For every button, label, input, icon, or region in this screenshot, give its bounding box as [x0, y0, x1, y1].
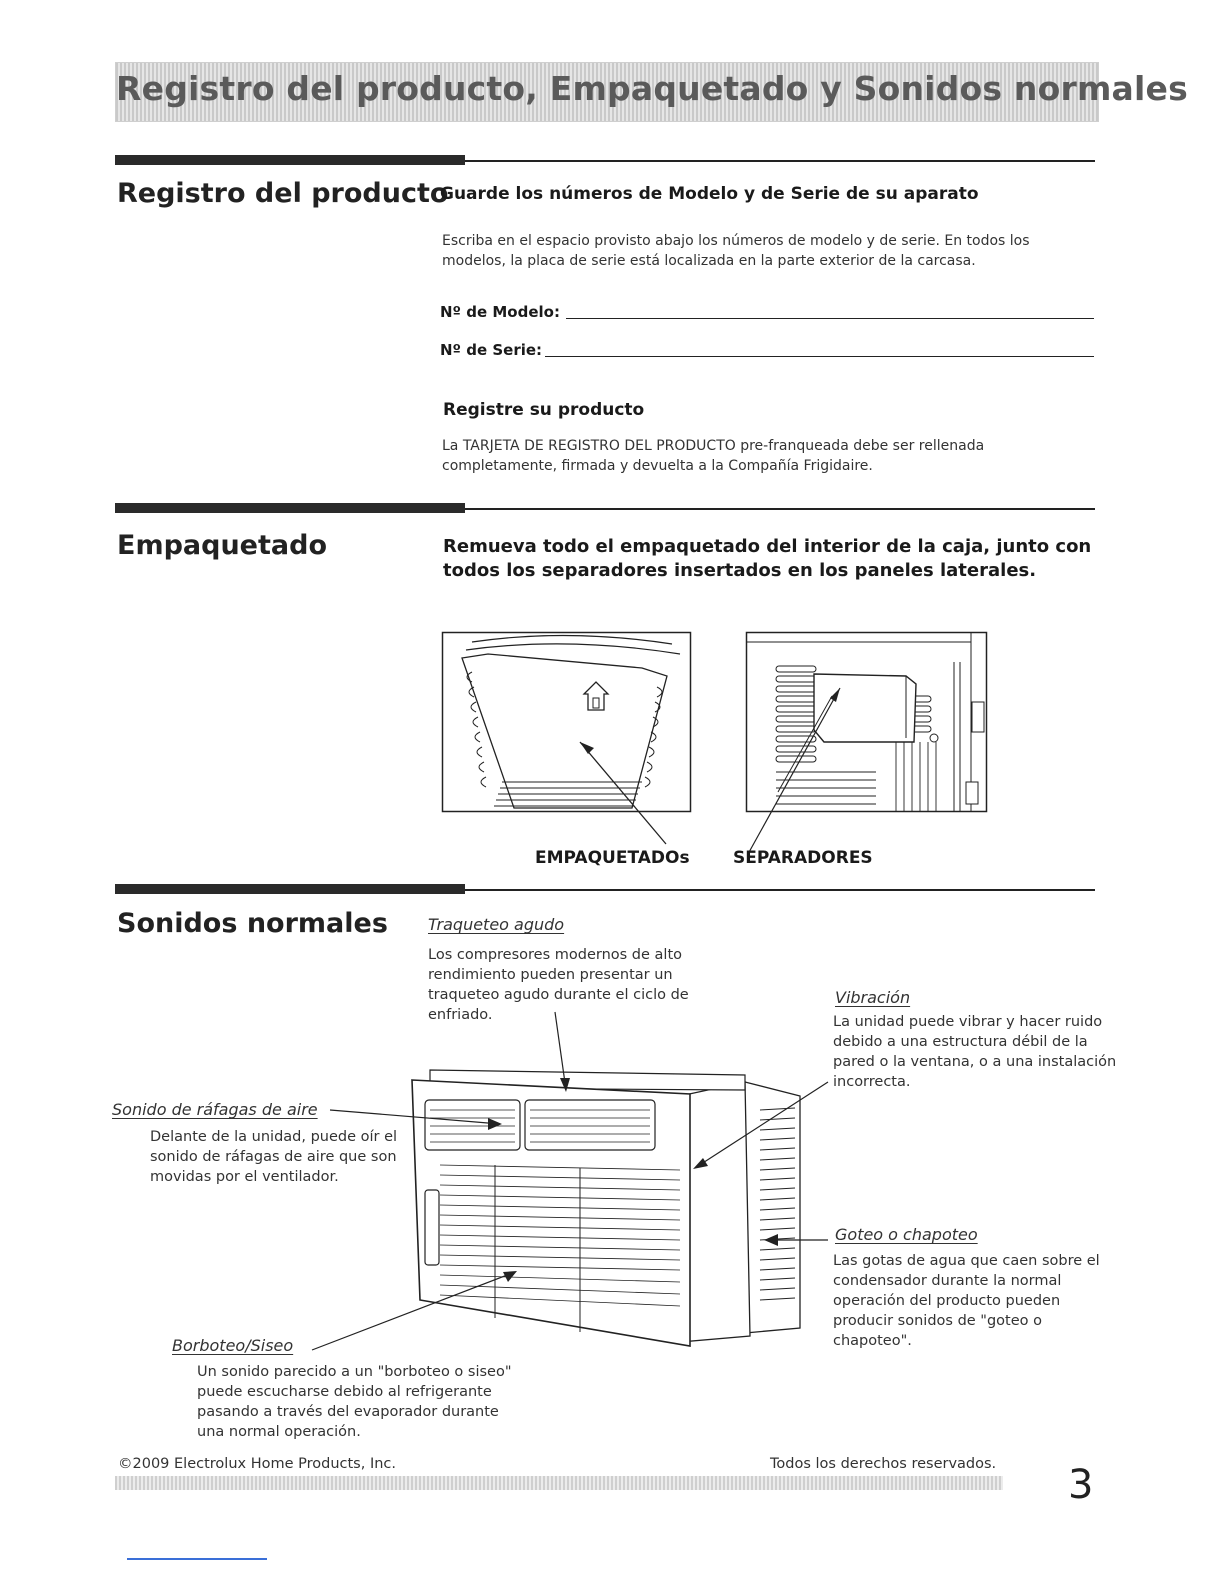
- borboteo-title: Borboteo/Siseo: [172, 1336, 294, 1355]
- footer-bar: [115, 1476, 1003, 1490]
- model-number-label: Nº de Modelo:: [440, 303, 560, 321]
- rafagas-title: Sonido de ráfagas de aire: [112, 1100, 318, 1119]
- rights-reserved: Todos los derechos reservados.: [770, 1456, 997, 1472]
- traqueteo-title: Traqueteo agudo: [428, 915, 565, 934]
- section-title-empaquetado: Empaquetado: [117, 530, 327, 561]
- register-body: La TARJETA DE REGISTRO DEL PRODUCTO pre-franqueada debe ser rellenada completamente, firmada y devuelta a la Compañía Frigidaire.: [442, 438, 985, 474]
- copyright: ©2009 Electrolux Home Products, Inc.: [118, 1456, 397, 1472]
- page-number: 3: [1068, 1462, 1094, 1508]
- section-title-sonidos: Sonidos normales: [117, 908, 388, 939]
- section-title-registro: Registro del producto: [117, 178, 449, 209]
- page-title: Registro del producto, Empaquetado y Sonidos normales: [116, 69, 1188, 108]
- bottom-link-underline: [127, 1558, 267, 1560]
- vibracion-title: Vibración: [835, 988, 911, 1007]
- serial-number-label: Nº de Serie:: [440, 341, 543, 359]
- goteo-text: Las gotas de agua que caen sobre el condensador durante la normal operación del producto pueden producir sonidos de "goteo o chapoteo".: [833, 1253, 1100, 1349]
- registro-subtitle: Guarde los números de Modelo y de Serie de su aparato: [440, 184, 979, 204]
- label-empaquetados: EMPAQUETADOs: [535, 848, 690, 868]
- goteo-title: Goteo o chapoteo: [835, 1225, 978, 1244]
- label-separadores: SEPARADORES: [733, 848, 873, 868]
- traqueteo-text: Los compresores modernos de alto rendimiento pueden presentar un traqueteo agudo durante el ciclo de enfriado.: [428, 947, 689, 1023]
- rafagas-text: Delante de la unidad, puede oír el sonido de ráfagas de aire que son movidas por el ventilador.: [150, 1129, 398, 1185]
- borboteo-text: Un sonido parecido a un "borboteo o siseo" puede escucharse debido al refrigerante pasando a través del evaporador durante una normal operación.: [197, 1364, 512, 1440]
- empaquetado-lead: Remueva todo el empaquetado del interior de la caja, junto con todos los separadores insertados en los paneles laterales.: [443, 536, 1092, 581]
- register-title: Registre su producto: [443, 400, 645, 420]
- vibracion-text: La unidad puede vibrar y hacer ruido debido a una estructura débil de la pared o la ventana, o a una instalación incorrecta.: [833, 1014, 1117, 1090]
- registro-body: Escriba en el espacio provisto abajo los números de modelo y de serie. En todos los modelos, la placa de serie está localizada en la parte exterior de la carcasa.: [442, 233, 1030, 269]
